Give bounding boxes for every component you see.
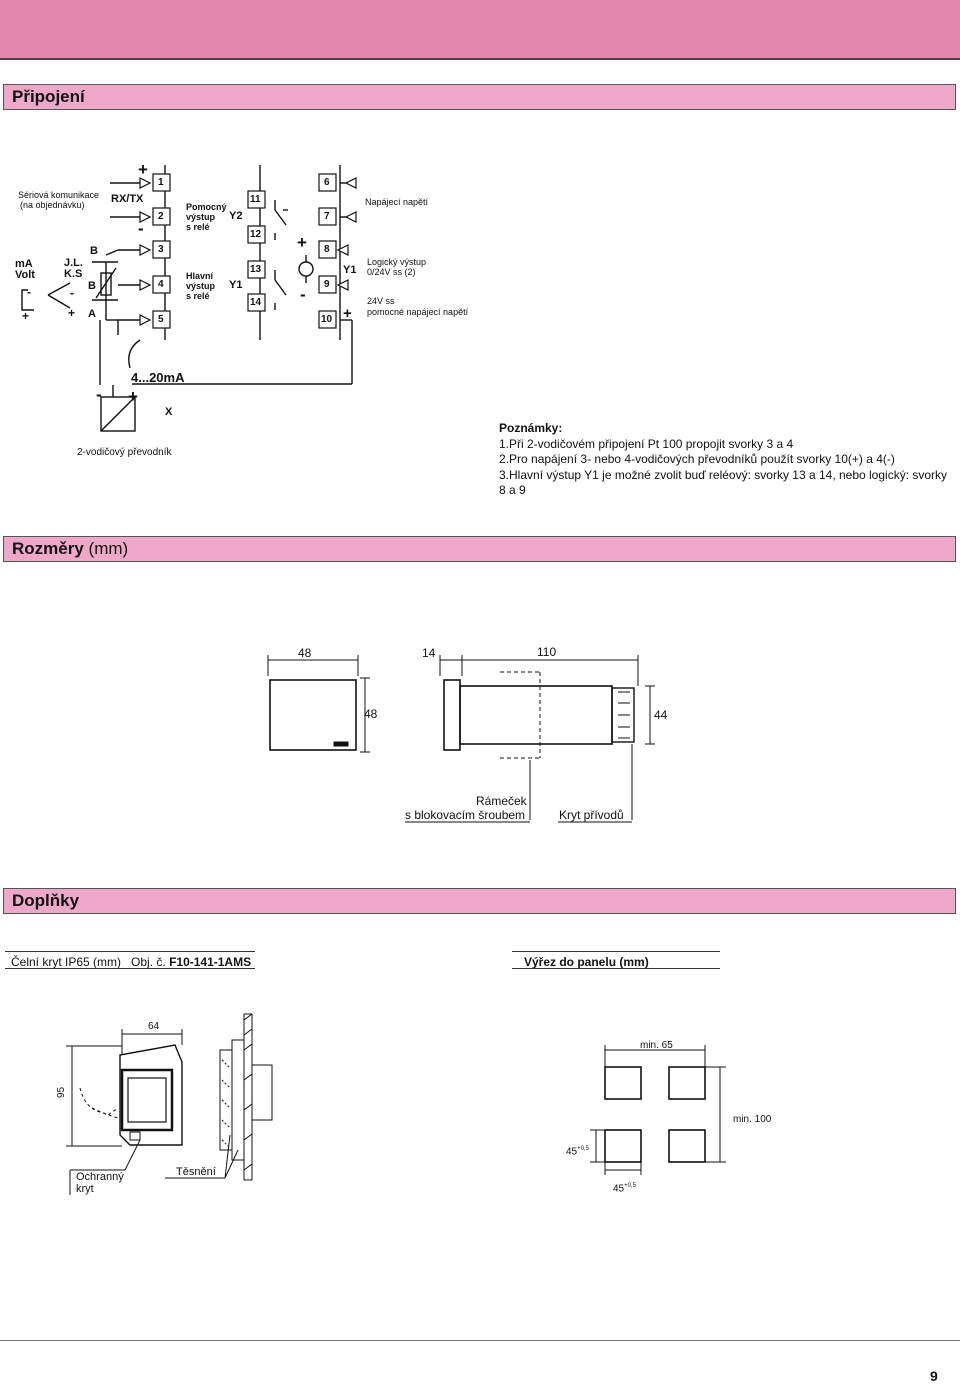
logic-output-label-2: 0/24V ss (2) — [367, 267, 416, 277]
footer-rule — [0, 1340, 960, 1341]
terminal-11: 11 — [250, 194, 261, 205]
terminal-2: 2 — [158, 211, 164, 222]
aux-supply-label-2: pomocné napájecí napětí — [367, 307, 469, 317]
page-number: 9 — [930, 1368, 938, 1384]
plus-sign-ma: + — [22, 309, 30, 323]
serial-comm-label: Sériová komunikace — [18, 190, 100, 200]
notes-title: Poznámky: — [499, 421, 563, 435]
terminal-12: 12 — [250, 229, 262, 240]
plus-sign-loop: + — [128, 387, 138, 406]
aux-relay-label-3: s relé — [186, 222, 210, 232]
plus-sign-1: + — [138, 160, 148, 179]
b-lower-label: B — [88, 280, 96, 292]
minus-sign-tc: - — [70, 286, 74, 300]
terminal-10: 10 — [321, 314, 333, 325]
logic-output-label-1: Logický výstup — [367, 257, 427, 267]
terminal-9: 9 — [324, 279, 330, 290]
section-dimensions-title: Rozměry (mm) — [12, 539, 129, 558]
protective-cover-label-1: Ochranný — [76, 1171, 124, 1183]
aux-relay-label-1: Pomocný — [186, 202, 227, 212]
dim-front-width: 48 — [298, 646, 312, 660]
jl-label: J.L. — [64, 257, 83, 269]
b-upper-label: B — [90, 245, 98, 257]
terminal-4: 4 — [158, 279, 164, 290]
y1-relay-label: Y1 — [229, 279, 243, 291]
front-cover-heading: Čelní kryt IP65 (mm) Obj. č. F10-141-1AMS — [11, 955, 252, 969]
ma-label: mA — [15, 258, 33, 270]
dim-body-height: 44 — [654, 708, 668, 722]
minus-sign-ma: - — [27, 285, 31, 299]
cutout-height-label: $45^{+0,5}$ — [566, 1146, 589, 1158]
y2-label: Y2 — [229, 210, 243, 222]
y1-logic-label: Y1 — [343, 264, 357, 276]
volt-label: Volt — [15, 269, 35, 281]
terminal-13: 13 — [250, 264, 262, 275]
main-relay-label-3: s relé — [186, 291, 210, 301]
aux-supply-label-1: 24V ss — [367, 296, 395, 306]
min-65-label: min. 65 — [640, 1040, 673, 1051]
frame-label-1: Rámeček — [476, 794, 527, 808]
terminal-8: 8 — [324, 244, 330, 255]
frame-label-2: s blokovacím šroubem — [405, 808, 526, 822]
ks-label: K.S — [64, 268, 83, 280]
panel-cutout-heading: Výřez do panelu (mm) — [524, 955, 649, 969]
dim-body-depth: 110 — [537, 645, 557, 659]
terminal-14: 14 — [250, 297, 262, 308]
transmitter-label: 2-vodičový převodník — [77, 447, 172, 458]
note-item-3: 3.Hlavní výstup Y1 je možné zvolit buď reléový: svorky 13 a 14, nebo logický: svorky 8 a 9 — [499, 467, 948, 497]
note-item-1: 1.Při 2-vodičovém připojení Pt 100 propojit svorky 3 a 4 — [499, 436, 794, 451]
section-connection-title: Připojení — [12, 87, 85, 106]
serial-comm-note: (na objednávku) — [20, 200, 85, 210]
note-item-2: 2.Pro napájení 3- nebo 4-vodičových převodníků použít svorky 10(+) a 4(-) — [499, 452, 895, 466]
terminal-5: 5 — [158, 314, 164, 325]
dim-bezel-depth: 14 — [422, 646, 436, 660]
terminal-cover-label: Kryt přívodů — [559, 808, 624, 822]
protective-cover-label-2: kryt — [76, 1183, 94, 1195]
terminal-6: 6 — [324, 177, 330, 188]
min-100-label: min. 100 — [733, 1114, 772, 1125]
dim-front-height: 48 — [364, 707, 378, 721]
cover-height-label: 95 — [56, 1086, 67, 1098]
seal-label: Těsnění — [176, 1166, 216, 1178]
cutout-width-label: $45^{+0,5}$ — [613, 1183, 636, 1195]
terminal-7: 7 — [324, 211, 330, 222]
main-relay-label-1: Hlavní — [186, 271, 214, 281]
x-label: X — [165, 406, 173, 418]
loop-current-label: 4...20mA — [131, 370, 185, 385]
aux-relay-label-2: výstup — [186, 212, 216, 222]
terminal-3: 3 — [158, 244, 164, 255]
minus-sign-2: - — [138, 219, 144, 238]
plus-sign-tc: + — [68, 306, 76, 320]
main-relay-label-2: výstup — [186, 281, 216, 291]
minus-sign-9: - — [300, 285, 306, 304]
section-accessories-title: Doplňky — [12, 891, 80, 910]
cover-width-label: 64 — [148, 1021, 160, 1032]
rxtx-label: RX/TX — [111, 193, 144, 205]
minus-sign-loop: - — [96, 385, 102, 404]
plus-sign-8: + — [297, 233, 307, 252]
supply-label: Napájecí napětí — [365, 197, 429, 207]
plus-sign-10: + — [343, 305, 352, 322]
terminal-1: 1 — [158, 177, 164, 188]
a-label: A — [88, 308, 96, 320]
